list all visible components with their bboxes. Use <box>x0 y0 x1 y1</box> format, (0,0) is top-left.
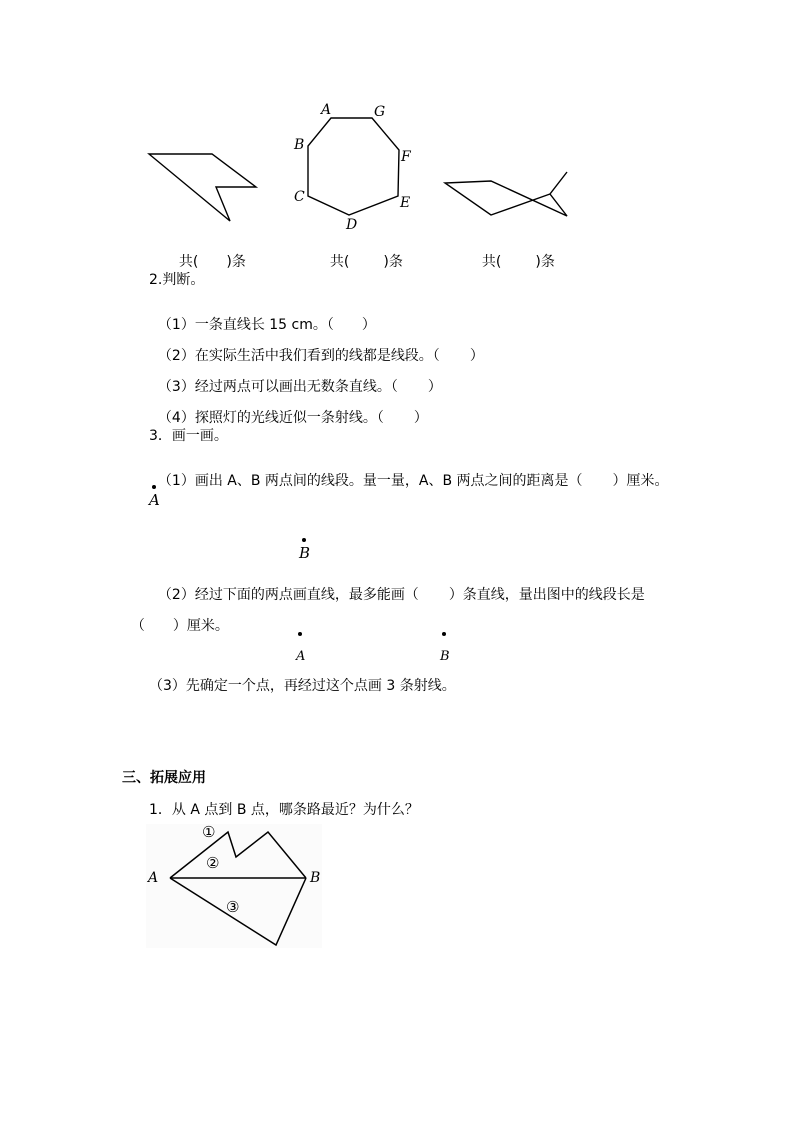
draw-question-3: （3）先确定一个点，再经过这个点画 3 条射线。 <box>149 678 456 694</box>
point-a-label: A <box>149 491 160 509</box>
vertex-label-d: D <box>346 217 358 233</box>
vertex-label-e: E <box>400 195 411 211</box>
route-label-3: ③ <box>226 898 240 916</box>
draw-question-2-line-1: （2）经过下面的两点画直线，最多能画（ ）条直线，量出图中的线段长是 <box>157 587 645 603</box>
count-answer-3: 共( )条 <box>481 254 555 270</box>
extend-question-1: 1．从 A 点到 B 点，哪条路最近？为什么？ <box>149 802 419 818</box>
section-3-title: 3．画一画。 <box>149 428 228 444</box>
extend-heading: 三、拓展应用 <box>122 770 206 786</box>
routes-point-a-label: A <box>148 870 159 886</box>
count-answer-1: 共( )条 <box>178 254 246 270</box>
line-point-b-label: B <box>440 649 450 664</box>
line-point-a-label: A <box>296 649 306 664</box>
route-label-1: ① <box>202 823 216 841</box>
vertex-label-c: C <box>294 189 305 205</box>
vertex-label-g: G <box>374 104 386 120</box>
point-b-label: B <box>299 544 311 562</box>
route-1-path <box>170 832 306 878</box>
section-2-title: 2.判断。 <box>149 272 205 288</box>
judge-item-4: （4）探照灯的光线近似一条射线。（ ） <box>157 410 428 426</box>
draw-question-1: （1）画出 A、B 两点间的线段。量一量，A、B 两点之间的距离是（ ）厘米。 <box>157 473 669 489</box>
draw-question-2-line-2: （ ）厘米。 <box>130 618 229 634</box>
count-answer-2: 共( )条 <box>329 254 403 270</box>
vertex-label-a: A <box>321 102 332 118</box>
vertex-label-f: F <box>401 149 411 165</box>
vertex-label-b: B <box>294 137 305 153</box>
routes-point-b-label: B <box>310 870 321 886</box>
judge-item-3: （3）经过两点可以画出无数条直线。（ ） <box>157 379 442 395</box>
judge-item-1: （1）一条直线长 15 cm。（ ） <box>157 317 376 333</box>
route-label-2: ② <box>206 854 220 872</box>
judge-item-2: （2）在实际生活中我们看到的线都是线段。（ ） <box>157 348 484 364</box>
